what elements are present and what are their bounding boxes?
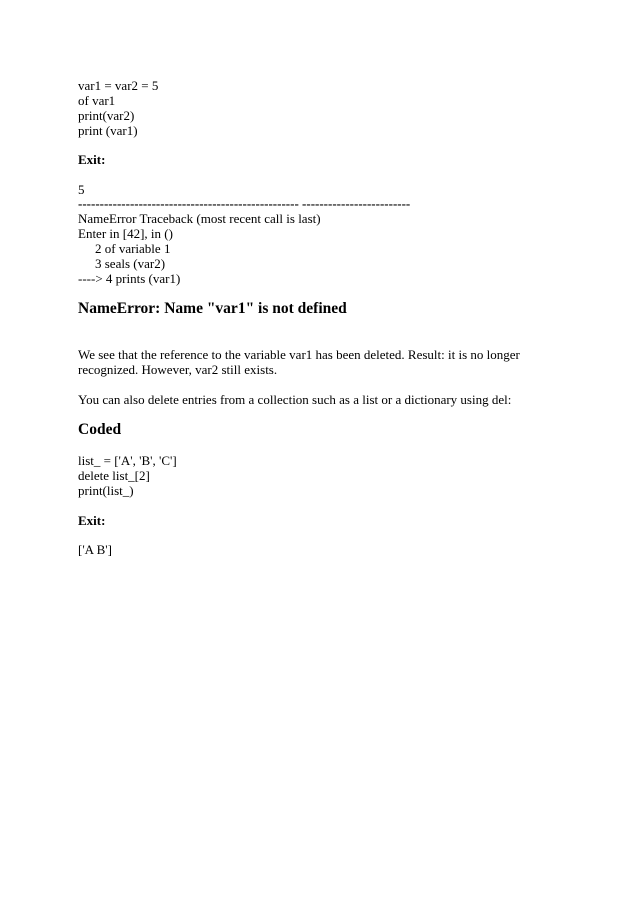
error-heading: NameError: Name "var1" is not defined [78, 300, 347, 317]
exit-label: Exit: [78, 152, 106, 167]
traceback-rule: --------------------------------------------------- ------------------------- [78, 196, 411, 211]
exit-label: Exit: [78, 513, 106, 528]
code-line: print (var1) [78, 123, 138, 138]
code-line: list_ = ['A', 'B', 'C'] [78, 453, 177, 468]
traceback-arrow-line: ----> 4 prints (var1) [78, 271, 181, 286]
traceback-header: NameError Traceback (most recent call is last) [78, 211, 321, 226]
paragraph-line: We see that the reference to the variable var1 has been deleted. Result: it is no longer [78, 347, 520, 362]
code-line: print(var2) [78, 108, 135, 123]
section-heading: Coded [78, 421, 122, 438]
output-value: 5 [78, 182, 85, 197]
code-line: print(list_) [78, 483, 134, 498]
code-line: var1 = var2 = 5 [78, 78, 159, 93]
paragraph: You can also delete entries from a collection such as a list or a dictionary using del: [78, 392, 512, 407]
paragraph-line: recognized. However, var2 still exists. [78, 362, 278, 377]
output-value: ['A B'] [78, 542, 112, 557]
traceback-line: 2 of variable 1 [95, 241, 171, 256]
traceback-enter: Enter in [42], in () [78, 226, 173, 241]
traceback-line: 3 seals (var2) [95, 256, 166, 271]
code-line: delete list_[2] [78, 468, 150, 483]
code-line: of var1 [78, 93, 116, 108]
